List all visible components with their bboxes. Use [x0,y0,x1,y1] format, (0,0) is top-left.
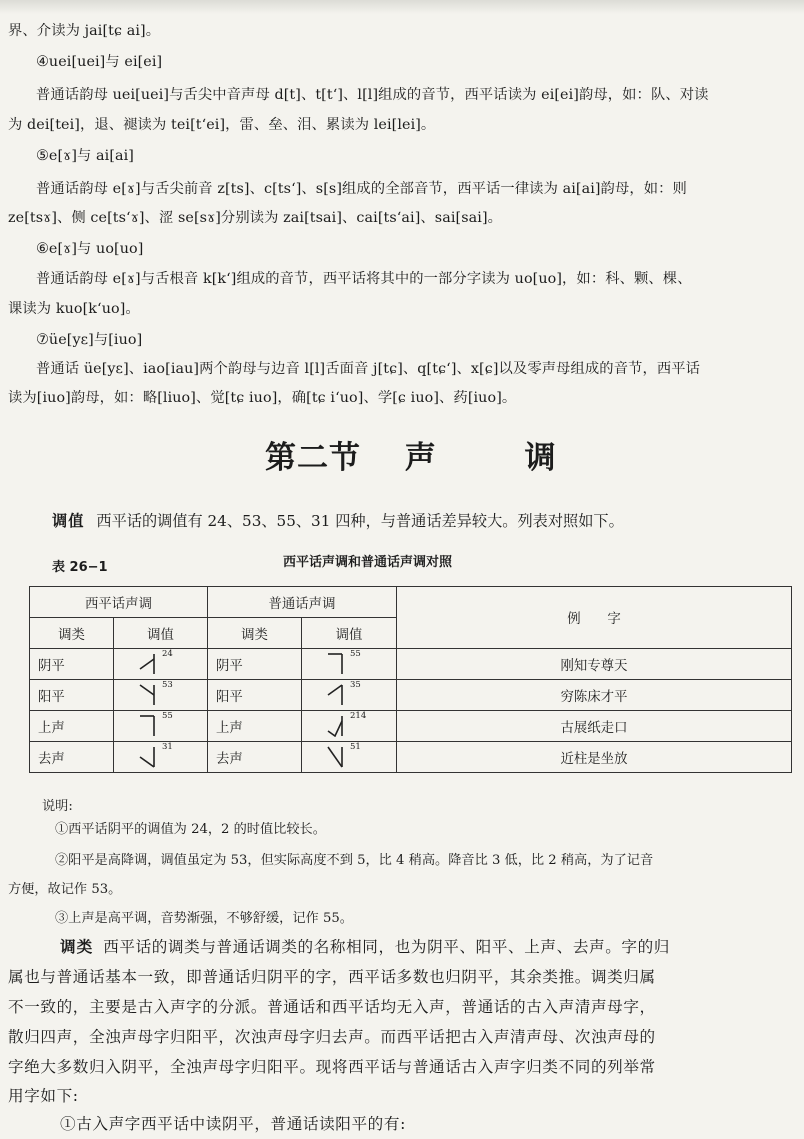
tone-value-paragraph [52,510,624,531]
text-line: 读为[iuo]韵母，如：略[liuo]、觉[tɕ iuo]，确[tɕ i‘uo]、学[ɕ iuo]、药[iuo]。 [8,390,517,406]
note-3: ③上声是高平调，音势渐强，不够舒缓，记作 55。 [55,911,353,926]
tone-letter-icon [138,711,176,737]
table-row [30,742,792,773]
putonghua-value-cell [302,742,397,773]
putonghua-category-cell: 去声 [208,742,302,773]
text-line: ze[tsɤ]、侧 ce[ts‘ɤ]、涩 se[sɤ]分别读为 zai[tsai]、cai[ts‘ai]、sai[sai]。 [8,210,503,226]
header-xiping: 西平话声调 [30,587,208,618]
text-line: 普通话韵母 e[ɤ]与舌尖前音 z[ts]、c[ts‘]、s[s]组成的全部音节，西平话一律读为 ai[ai]韵母，如：则 [36,181,687,197]
page-top-shadow [0,0,804,14]
example-chars-cell: 刚知专尊天 [397,649,792,680]
category-line: ①古入声字西平话中读阴平，普通话读阳平的有: [60,1115,406,1133]
tone-letter-icon [326,711,367,737]
text-line: 为 dei[tei]，退、褪读为 tei[t‘ei]，雷、垒、泪、累读为 lei[lei]。 [8,117,436,133]
putonghua-value-cell [302,711,397,742]
section-title-number: 第二节 [265,440,361,476]
tone-letter-icon [326,680,364,706]
xiping-category-cell: 阴平 [30,649,114,680]
xiping-category-cell: 阳平 [30,680,114,711]
tone-value-number: 51 [350,742,361,752]
tone-letter-icon [138,742,176,768]
section-title-char-1: 声 [404,440,437,476]
section-title-char-2: 调 [524,440,557,476]
text-line: 普通话 üe[yε]、iao[iau]两个韵母与边音 l[l]舌面音 j[tɕ]、q[tɕ‘]、x[ɕ]以及零声母组成的音节，西平话 [36,361,701,377]
header-putonghua-value: 调值 [302,618,397,649]
section-title [265,432,557,477]
tone-value-number: 55 [350,649,361,659]
note-2: ②阳平是高降调，调值虽定为 53，但实际高度不到 5，比 4 稍高。降音比 3 低，比 2 稍高，为了记音 [55,853,654,868]
term-tone-category: 调类 [60,937,94,956]
category-line: 字绝大多数归入阴平，全浊声母字归阳平。现将西平话与普通话古入声字归类不同的列举常 [8,1058,656,1076]
text-line: 普通话韵母 uei[uei]与舌尖中音声母 d[t]、t[t‘]、l[l]组成的音节，西平话读为 ei[ei]韵母，如：队、对读 [36,87,709,103]
tone-comparison-table [29,586,792,773]
tone-letter-icon [138,649,176,675]
header-putonghua-category: 调类 [208,618,302,649]
xiping-value-cell [114,742,208,773]
text-line: 课读为 kuo[k‘uo]。 [8,301,140,317]
putonghua-value-cell [302,680,397,711]
text-line: 界、介读为 jai[tɕ ai]。 [8,23,161,39]
putonghua-category-cell: 阴平 [208,649,302,680]
xiping-value-cell [114,649,208,680]
category-text-a: 西平话的调类与普通话调类的名称相同，也为阴平、阳平、上声、去声。字的归 [103,938,670,956]
notes-heading: 说明: [42,799,73,814]
category-line: 用字如下: [8,1087,79,1105]
tone-value-number: 214 [350,711,367,721]
xiping-value-cell [114,680,208,711]
tone-letter-icon [326,649,364,675]
text-line: 普通话韵母 e[ɤ]与舌根音 k[k‘]组成的音节，西平话将其中的一部分字读为 uo[uo]，如：科、颗、棵、 [36,271,692,287]
putonghua-category-cell: 阳平 [208,680,302,711]
subheading: ⑥e[ɤ]与 uo[uo] [36,241,144,257]
tone-value-number: 53 [162,680,173,690]
xiping-value-cell [114,711,208,742]
term-tone-value: 调值 [52,512,85,530]
tone-value-text: 西平话的调值有 24、53、55、31 四种，与普通话差异较大。列表对照如下。 [96,512,624,530]
example-chars-cell: 古展纸走口 [397,711,792,742]
example-chars-cell: 穷陈床才平 [397,680,792,711]
tone-value-number: 55 [162,711,173,721]
category-line: 不一致的，主要是古入声字的分派。普通话和西平话均无入声，普通话的古入声清声母字， [8,998,656,1016]
table-row [30,680,792,711]
table-row [30,649,792,680]
tone-letter-icon [326,742,364,768]
tone-value-number: 31 [162,742,173,752]
xiping-category-cell: 上声 [30,711,114,742]
subheading: ⑤e[ɤ]与 ai[ai] [36,148,134,164]
category-line: 属也与普通话基本一致，即普通话归阴平的字，西平话多数也归阴平，其余类推。调类归属 [8,968,656,986]
putonghua-value-cell [302,649,397,680]
subheading: ④uei[uei]与 ei[ei] [36,54,163,70]
header-xiping-value: 调值 [114,618,208,649]
tone-value-number: 24 [162,649,173,659]
note-1: ①西平话阴平的调值为 24，2 的时值比较长。 [55,822,326,837]
table-row [30,711,792,742]
header-examples: 例 字 [397,587,792,649]
note-2-cont: 方便，故记作 53。 [8,882,122,897]
putonghua-category-cell: 上声 [208,711,302,742]
example-chars-cell: 近柱是坐放 [397,742,792,773]
category-line [60,935,670,957]
header-xiping-category: 调类 [30,618,114,649]
tone-letter-icon [138,680,176,706]
subheading: ⑦üe[yε]与[iuo] [36,332,143,348]
xiping-category-cell: 去声 [30,742,114,773]
category-line: 散归四声，全浊声母字归阳平，次浊声母字归去声。而西平话把古入声清声母、次浊声母的 [8,1028,656,1046]
header-putonghua: 普通话声调 [208,587,397,618]
tone-value-number: 35 [350,680,361,690]
table-label: 表 26−1 [52,560,108,575]
table-caption: 西平话声调和普通话声调对照 [283,555,453,570]
